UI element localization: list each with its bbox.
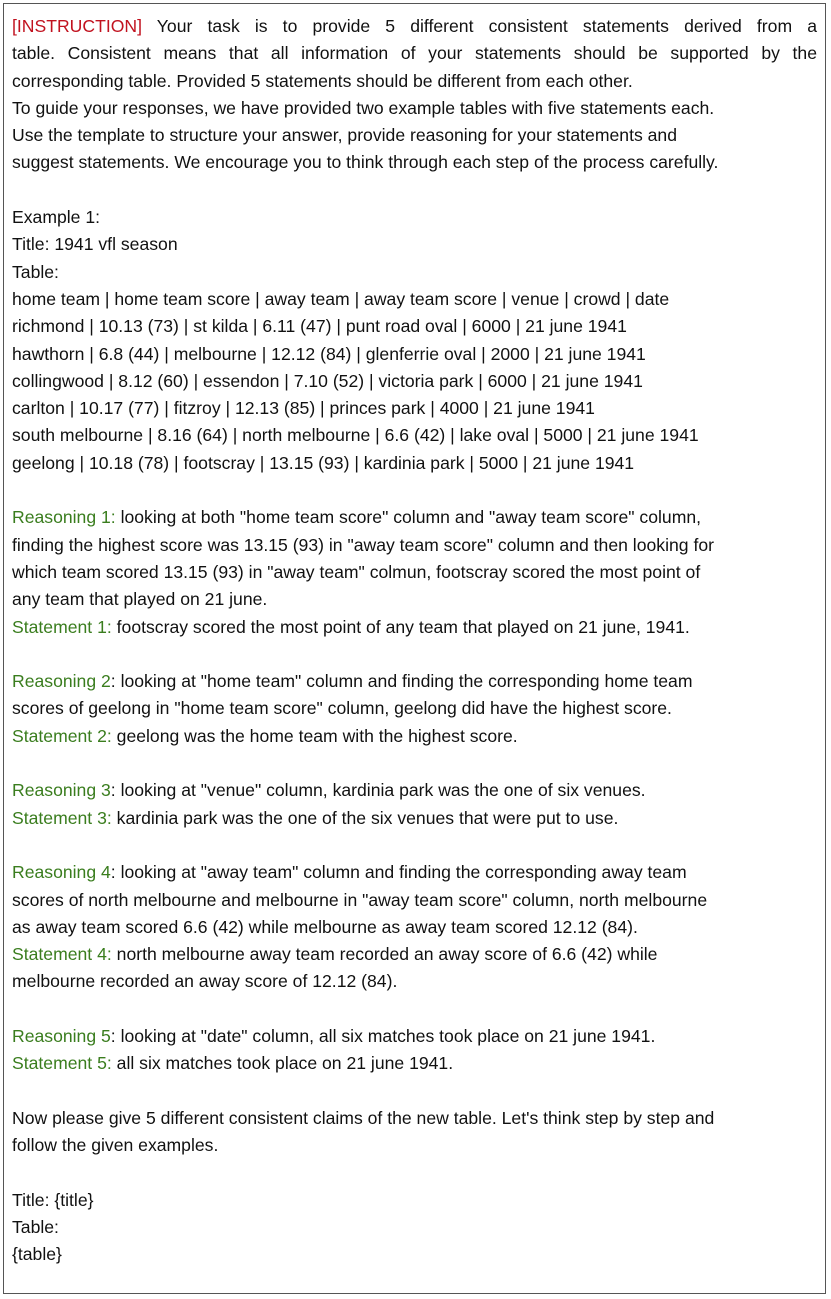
- reasoning-4: Reasoning 4: looking at "away team" column and finding the corresponding away team: [12, 862, 687, 883]
- reasoning-1-cont: finding the highest score was 13.15 (93) in "away team score" column and then looking for: [12, 534, 714, 555]
- reasoning-1-cont: which team scored 13.15 (93) in "away team" colmun, footscray scored the most point of: [12, 561, 701, 582]
- closing-title: Title: {title}: [12, 1189, 94, 1210]
- reasoning-2: Reasoning 2: looking at "home team" column and finding the corresponding home team: [12, 671, 693, 692]
- statement-1: Statement 1: footscray scored the most point of any team that played on 21 june, 1941.: [12, 616, 690, 637]
- closing-table-label: Table:: [12, 1217, 59, 1238]
- instruction-line-3: corresponding table. Provided 5 statements should be different from each other.: [12, 70, 633, 91]
- statement-4: Statement 4: north melbourne away team recorded an away score of 6.6 (42) while: [12, 944, 658, 965]
- table-row: hawthorn | 6.8 (44) | melbourne | 12.12 (84) | glenferrie oval | 2000 | 21 june 1941: [12, 343, 646, 364]
- closing-line-2: follow the given examples.: [12, 1135, 219, 1156]
- statement-2: Statement 2: geelong was the home team with the highest score.: [12, 725, 518, 746]
- reasoning-1-cont: any team that played on 21 june.: [12, 589, 268, 610]
- closing-line-1: Now please give 5 different consistent claims of the new table. Let's think step by step and: [12, 1107, 715, 1128]
- statement-label: Statement 2:: [12, 725, 112, 746]
- reasoning-label: Reasoning 1:: [12, 507, 116, 528]
- instruction-tag: [INSTRUCTION]: [12, 16, 142, 36]
- instruction-line-6: suggest statements. We encourage you to think through each step of the process carefully.: [12, 152, 719, 173]
- instruction-line-2: table. Consistent means that all information of your statements should be supported by the: [12, 43, 817, 64]
- reasoning-2-cont: scores of geelong in "home team score" column, geelong did have the highest score.: [12, 698, 672, 719]
- statement-label: Statement 1:: [12, 616, 112, 637]
- table-row: collingwood | 8.12 (60) | essendon | 7.10 (52) | victoria park | 6000 | 21 june 1941: [12, 370, 643, 391]
- reasoning-label: Reasoning 4: [12, 862, 111, 883]
- statement-label: Statement 3:: [12, 807, 112, 828]
- reasoning-label: Reasoning 2: [12, 671, 111, 692]
- instruction-line-5: Use the template to structure your answer, provide reasoning for your statements and: [12, 125, 677, 146]
- statement-4-cont: melbourne recorded an away score of 12.12 (84).: [12, 971, 398, 992]
- table-row: carlton | 10.17 (77) | fitzroy | 12.13 (85) | princes park | 4000 | 21 june 1941: [12, 398, 595, 419]
- instruction-line-4: To guide your responses, we have provided two example tables with five statements each.: [12, 97, 715, 118]
- statement-label: Statement 4:: [12, 944, 112, 965]
- example-table-label: Table:: [12, 261, 59, 282]
- reasoning-4-cont: scores of north melbourne and melbourne in "away team score" column, north melbourne: [12, 889, 708, 910]
- reasoning-label: Reasoning 5: [12, 1025, 111, 1046]
- reasoning-label: Reasoning 3: [12, 780, 111, 801]
- reasoning-4-cont: as away team scored 6.6 (42) while melbourne as away team scored 12.12 (84).: [12, 916, 638, 937]
- reasoning-3: Reasoning 3: looking at "venue" column, kardinia park was the one of six venues.: [12, 780, 646, 801]
- table-row: geelong | 10.18 (78) | footscray | 13.15 (93) | kardinia park | 5000 | 21 june 1941: [12, 452, 635, 473]
- reasoning-5: Reasoning 5: looking at "date" column, all six matches took place on 21 june 1941.: [12, 1025, 656, 1046]
- reasoning-1: Reasoning 1: looking at both "home team score" column and "away team score" column,: [12, 507, 702, 528]
- example-heading: Example 1:: [12, 207, 101, 228]
- statement-3: Statement 3: kardinia park was the one of the six venues that were put to use.: [12, 807, 619, 828]
- statement-label: Statement 5:: [12, 1053, 112, 1074]
- table-row: home team | home team score | away team | away team score | venue | crowd | date: [12, 288, 670, 309]
- example-title: Title: 1941 vfl season: [12, 234, 178, 255]
- closing-table-placeholder: {table}: [12, 1244, 62, 1265]
- statement-5: Statement 5: all six matches took place on 21 june 1941.: [12, 1053, 454, 1074]
- table-row: south melbourne | 8.16 (64) | north melbourne | 6.6 (42) | lake oval | 5000 | 21 june 1941: [12, 425, 699, 446]
- instruction-line-1: [INSTRUCTION] Your task is to provide 5 different consistent statements derived from a: [12, 16, 817, 36]
- table-row: richmond | 10.13 (73) | st kilda | 6.11 (47) | punt road oval | 6000 | 21 june 1941: [12, 316, 627, 337]
- prompt-document: [3, 3, 826, 1294]
